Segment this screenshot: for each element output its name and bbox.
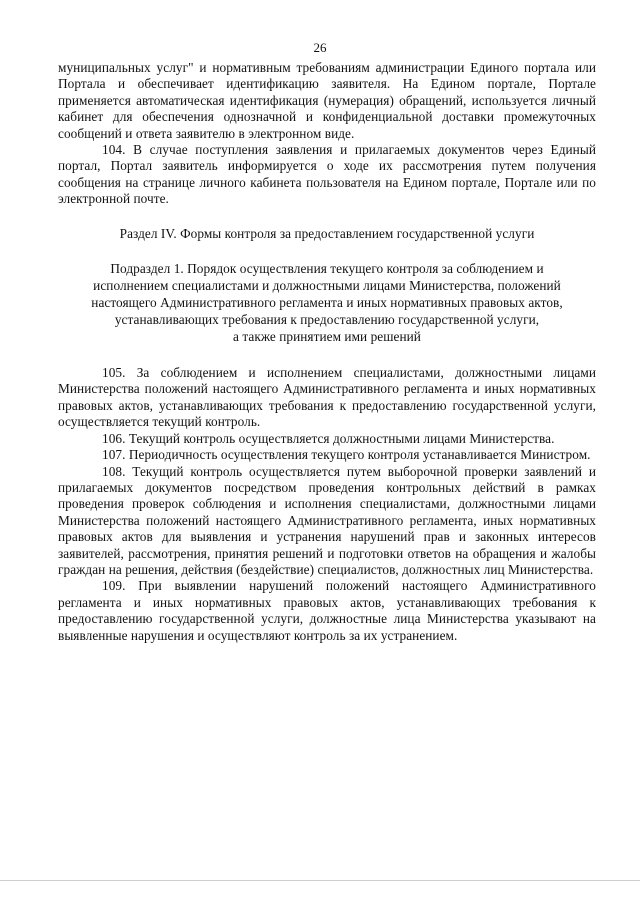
paragraph-106: 106. Текущий контроль осуществляется должностными лицами Министерства.: [102, 430, 555, 446]
paragraph-109: 109. При выявлении нарушений положений настоящего Административного регламента и иных нормативных правовых актов, устанавливающих требования к предоставлению государственной услуги, должностные лица Министерства указывают на выявленные нарушения и осуществляют контроль за их устранением.: [58, 578, 596, 643]
subsection-title-line: настоящего Административного регламента и иных нормативных правовых актов,: [91, 295, 563, 311]
subsection-title-line: устанавливающих требования к предоставлению государственной услуги,: [114, 312, 540, 328]
scan-edge-divider: [0, 880, 640, 881]
subsection-title: [58, 260, 596, 345]
section-title: Раздел IV. Формы контроля за предоставлением государственной услуги: [119, 225, 535, 241]
page-number: 26: [313, 40, 327, 55]
paragraph-108: 108. Текущий контроль осуществляется путем выборочной проверки заявлений и прилагаемых документов посредством проведения контрольных действий в рамках проведения проверок соблюдения и исполнения специалистами, должностными лицами Министерства положений настоящего Административного регламента, иных нормативных правовых актов для выявления и устранения нарушений прав и законных интересов заявителей, рассмотрения, принятия решений и подготовки ответов на обращения и жалобы граждан на решения, действия (бездействие) специалистов, должностных лиц Министерства.: [58, 463, 596, 577]
subsection-title-line: исполнением специалистами и должностными лицами Министерства, положений: [93, 278, 561, 294]
paragraph-104: 104. В случае поступления заявления и прилагаемых документов через Единый портал, Портал заявитель информируется о ходе их рассмотрения путем получения сообщения на странице личного кабинета пользователя на Едином портале, Портале или по электронной почте.: [58, 142, 596, 207]
paragraph-107: 107. Периодичность осуществления текущего контроля устанавливается Министром.: [102, 447, 591, 463]
document-body: [58, 60, 596, 644]
subsection-title-line: а также принятием ими решений: [233, 329, 421, 345]
paragraph-continuation: муниципальных услуг" и нормативным требованиям администрации Единого портала или Портала и обеспечивает идентификацию заявителя. На Едином портале, Портале применяется автоматическая идентификация (нумерация) обращений, используется личный кабинет для обеспечения однозначной и конфиденциальной доставки промежуточных сообщений и ответа заявителю в электронном виде.: [58, 60, 596, 141]
subsection-title-line: Подраздел 1. Порядок осуществления текущего контроля за соблюдением и: [110, 261, 544, 277]
paragraph-105: 105. За соблюдением и исполнением специалистами, должностными лицами Министерства положений настоящего Административного регламента и иных нормативных правовых актов, устанавливающих требования к предоставлению государственной услуги, осуществляется текущий контроль.: [58, 365, 596, 430]
